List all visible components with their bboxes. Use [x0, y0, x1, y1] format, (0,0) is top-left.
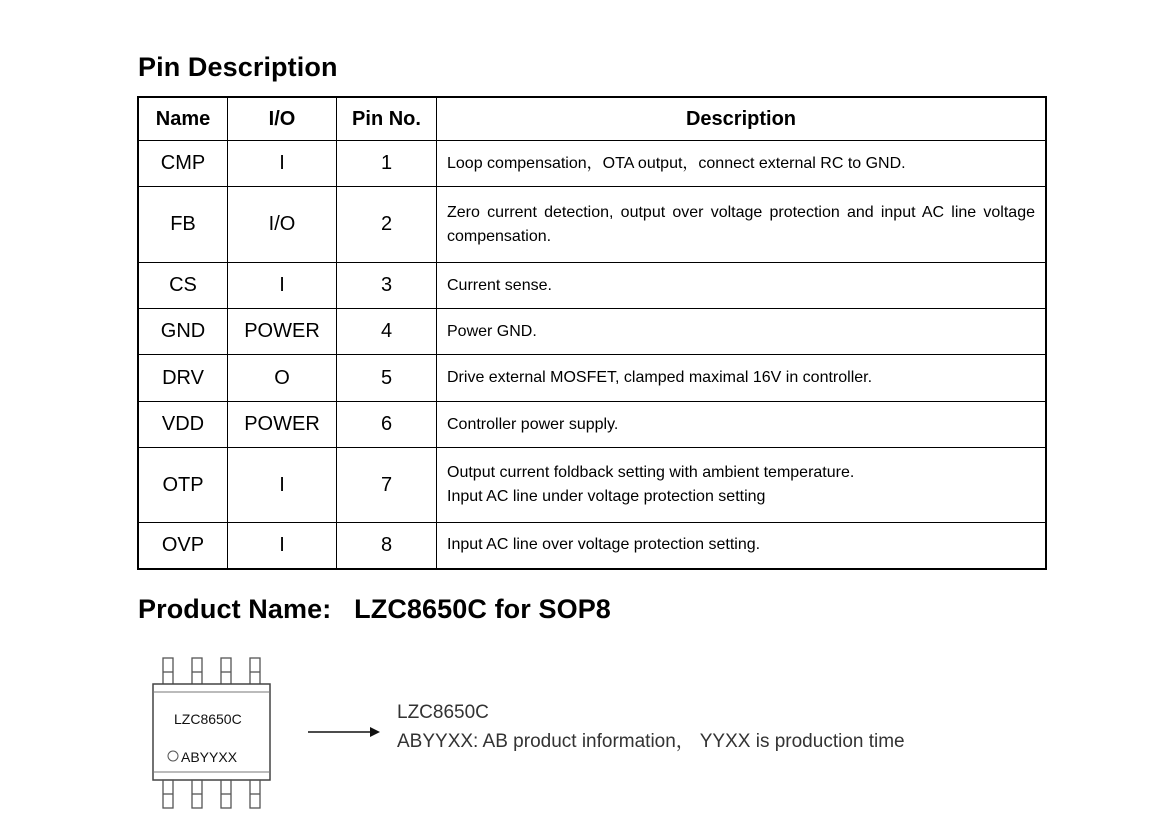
pin-description: Loop compensation，OTA output，connect external RC to GND. [437, 141, 1047, 187]
pin-io: I/O [228, 187, 337, 263]
header-description: Description [437, 97, 1047, 141]
pin-io: I [228, 523, 337, 569]
chip-top-pins [163, 658, 260, 686]
pin-name: OTP [138, 448, 228, 523]
pin-number: 8 [337, 523, 437, 569]
arrow-right-icon [308, 725, 380, 739]
chip-body [153, 684, 270, 780]
pin-description: Current sense. [437, 263, 1047, 309]
table-row [138, 309, 1046, 355]
header-name: Name [138, 97, 228, 141]
pin-io: POWER [228, 309, 337, 355]
chip-bottom-pins [163, 780, 260, 808]
pin-description-title: Pin Description [138, 52, 338, 82]
product-name-title: Product Name: LZC8650C for SOP8 [138, 594, 611, 624]
pin-number: 5 [337, 355, 437, 402]
pin-number: 3 [337, 263, 437, 309]
chip-label-code: ABYYXX [181, 749, 238, 765]
table-row [138, 187, 1046, 263]
pin-io: I [228, 263, 337, 309]
pin-io: O [228, 355, 337, 402]
pin-description: Input AC line over voltage protection setting. [437, 523, 1047, 569]
pin-name: FB [138, 187, 228, 263]
pin-name: VDD [138, 402, 228, 448]
pin-name: OVP [138, 523, 228, 569]
table-row [138, 448, 1046, 523]
marking-part-number: LZC8650C [397, 702, 489, 723]
pin-description: Zero current detection, output over voltage protection and input AC line voltage compensation. [437, 187, 1047, 263]
pin-number: 4 [337, 309, 437, 355]
table-row [138, 355, 1046, 402]
table-header-row [138, 97, 1046, 141]
pin-io: I [228, 141, 337, 187]
table-row [138, 263, 1046, 309]
pin-name: GND [138, 309, 228, 355]
pin-table [137, 96, 1047, 570]
pin-description: Power GND. [437, 309, 1047, 355]
table-row [138, 402, 1046, 448]
pin-number: 6 [337, 402, 437, 448]
table-row [138, 523, 1046, 569]
pin-name: CMP [138, 141, 228, 187]
pin-number: 1 [337, 141, 437, 187]
pin-description: Drive external MOSFET, clamped maximal 16V in controller. [437, 355, 1047, 402]
header-pin-no: Pin No. [337, 97, 437, 141]
pin-description: Controller power supply. [437, 402, 1047, 448]
chip-label-part: LZC8650C [174, 711, 242, 727]
pin-io: I [228, 448, 337, 523]
pin-description-line2: Input AC line under voltage protection setting [447, 488, 766, 505]
marking-explanation: ABYYXX: AB product information， YYXX is production time [397, 731, 905, 752]
pin-number: 2 [337, 187, 437, 263]
sop8-chip-illustration [150, 652, 280, 816]
pin-io: POWER [228, 402, 337, 448]
pin-number: 7 [337, 448, 437, 523]
pin-description [437, 448, 1047, 523]
header-io: I/O [228, 97, 337, 141]
pin-description-line1: Output current foldback setting with ambient temperature. [447, 464, 855, 481]
pin-name: DRV [138, 355, 228, 402]
pin-name: CS [138, 263, 228, 309]
table-row [138, 141, 1046, 187]
